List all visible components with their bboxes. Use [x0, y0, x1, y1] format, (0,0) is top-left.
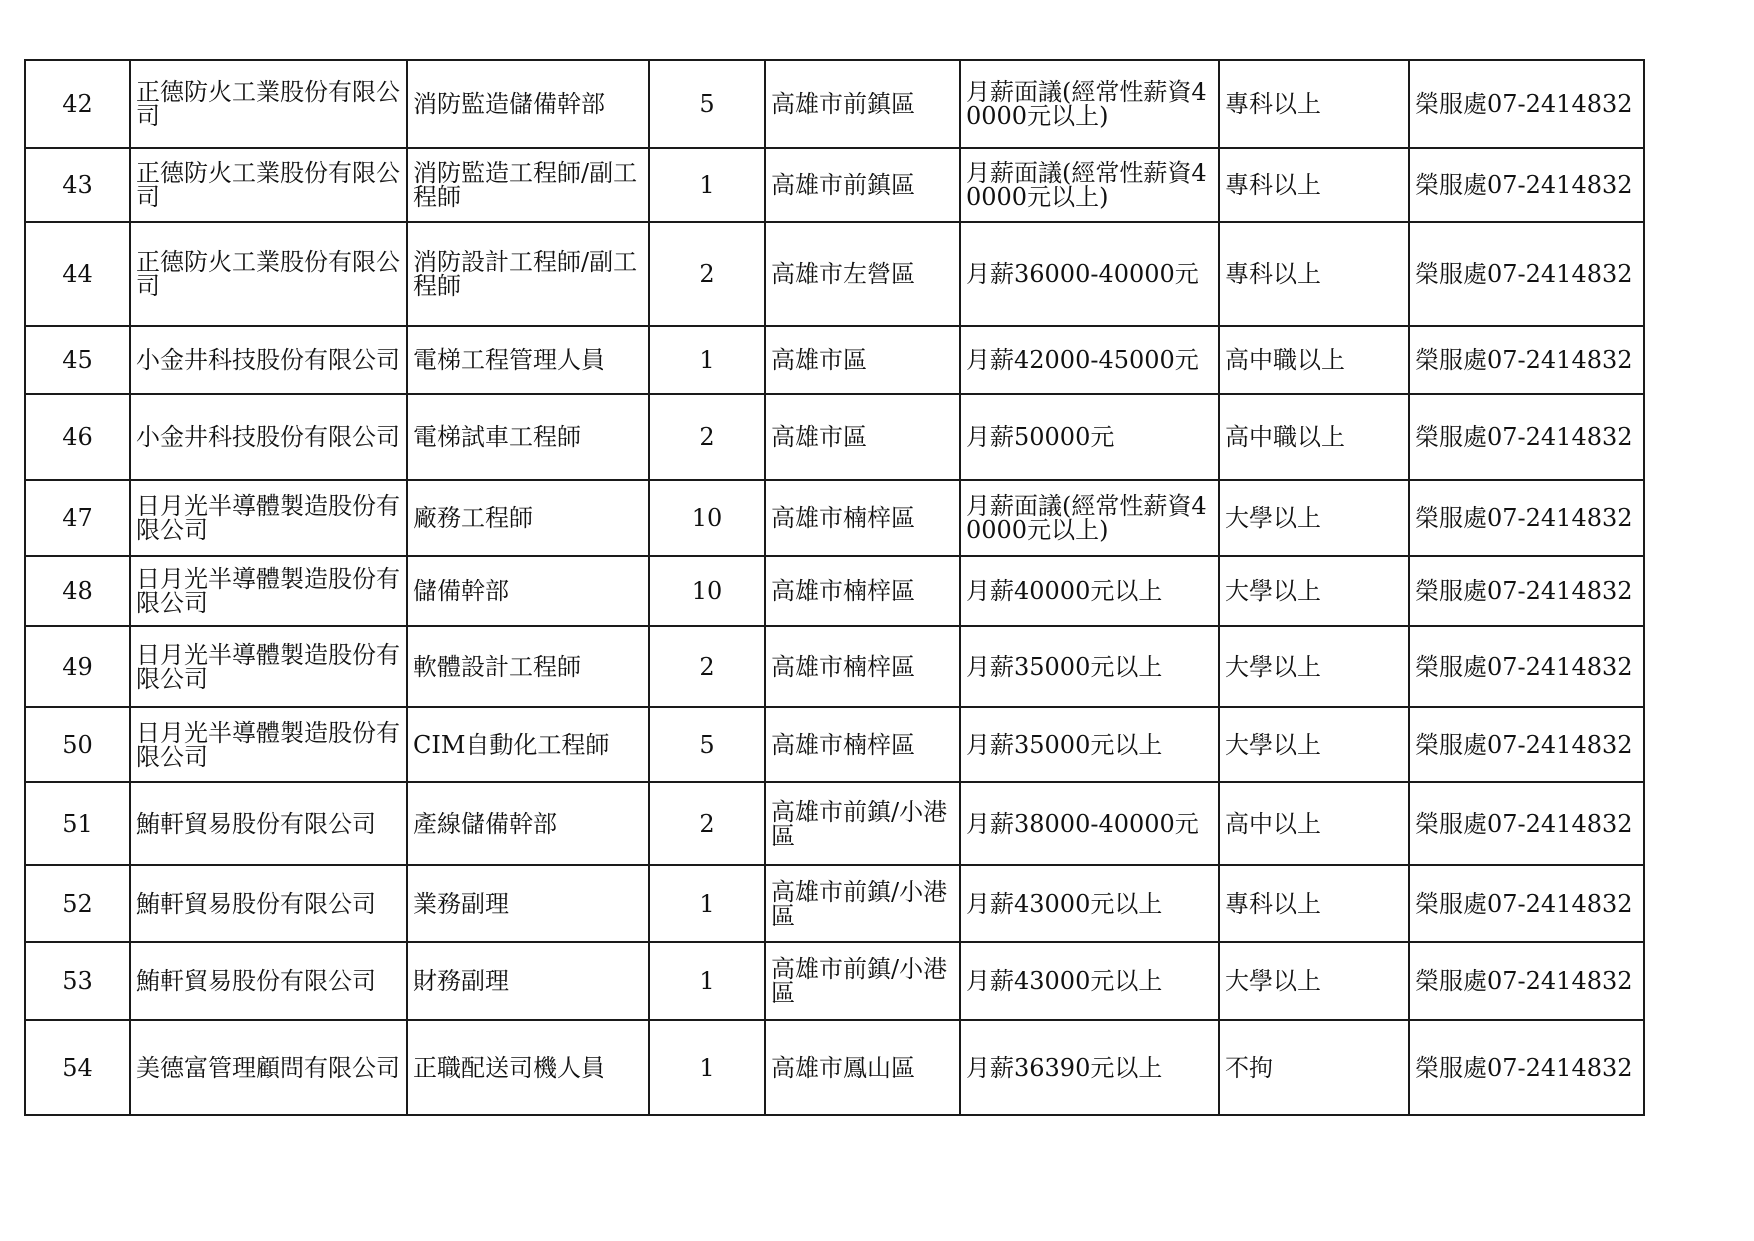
- table-row: [25, 148, 1644, 222]
- contact-info: 榮服處07-2414832: [1409, 326, 1644, 394]
- contact-info: 榮服處07-2414832: [1409, 707, 1644, 782]
- company-name: 鮪軒貿易股份有限公司: [130, 782, 407, 865]
- job-position: 消防監造工程師/副工程師: [407, 148, 649, 222]
- work-location: 高雄市區: [765, 326, 960, 394]
- row-number: 52: [25, 865, 130, 942]
- salary: 月薪36000-40000元: [960, 222, 1219, 326]
- work-location: 高雄市楠梓區: [765, 480, 960, 556]
- table-row: [25, 556, 1644, 626]
- table-row: [25, 707, 1644, 782]
- row-number: 50: [25, 707, 130, 782]
- education-requirement: 專科以上: [1219, 222, 1409, 326]
- salary: 月薪40000元以上: [960, 556, 1219, 626]
- company-name: 正德防火工業股份有限公司: [130, 60, 407, 148]
- salary: 月薪面議(經常性薪資40000元以上): [960, 148, 1219, 222]
- contact-info: 榮服處07-2414832: [1409, 626, 1644, 707]
- openings-count: 2: [649, 782, 765, 865]
- job-position: 產線儲備幹部: [407, 782, 649, 865]
- education-requirement: 大學以上: [1219, 942, 1409, 1020]
- work-location: 高雄市前鎮/小港區: [765, 942, 960, 1020]
- contact-info: 榮服處07-2414832: [1409, 556, 1644, 626]
- openings-count: 1: [649, 326, 765, 394]
- row-number: 42: [25, 60, 130, 148]
- salary: 月薪38000-40000元: [960, 782, 1219, 865]
- openings-count: 2: [649, 394, 765, 480]
- education-requirement: 大學以上: [1219, 626, 1409, 707]
- work-location: 高雄市楠梓區: [765, 626, 960, 707]
- openings-count: 5: [649, 60, 765, 148]
- contact-info: 榮服處07-2414832: [1409, 480, 1644, 556]
- row-number: 44: [25, 222, 130, 326]
- education-requirement: 高中職以上: [1219, 394, 1409, 480]
- salary: 月薪面議(經常性薪資40000元以上): [960, 60, 1219, 148]
- work-location: 高雄市楠梓區: [765, 556, 960, 626]
- row-number: 46: [25, 394, 130, 480]
- row-number: 54: [25, 1020, 130, 1115]
- work-location: 高雄市區: [765, 394, 960, 480]
- openings-count: 2: [649, 626, 765, 707]
- education-requirement: 大學以上: [1219, 707, 1409, 782]
- openings-count: 5: [649, 707, 765, 782]
- company-name: 正德防火工業股份有限公司: [130, 222, 407, 326]
- openings-count: 1: [649, 1020, 765, 1115]
- work-location: 高雄市楠梓區: [765, 707, 960, 782]
- company-name: 正德防火工業股份有限公司: [130, 148, 407, 222]
- job-position: 財務副理: [407, 942, 649, 1020]
- job-position: 正職配送司機人員: [407, 1020, 649, 1115]
- table-row: [25, 1020, 1644, 1115]
- education-requirement: 大學以上: [1219, 556, 1409, 626]
- education-requirement: 專科以上: [1219, 60, 1409, 148]
- work-location: 高雄市左營區: [765, 222, 960, 326]
- education-requirement: 專科以上: [1219, 148, 1409, 222]
- openings-count: 10: [649, 480, 765, 556]
- company-name: 日月光半導體製造股份有限公司: [130, 707, 407, 782]
- job-position: 軟體設計工程師: [407, 626, 649, 707]
- contact-info: 榮服處07-2414832: [1409, 60, 1644, 148]
- work-location: 高雄市前鎮/小港區: [765, 782, 960, 865]
- work-location: 高雄市鳳山區: [765, 1020, 960, 1115]
- job-position: 消防設計工程師/副工程師: [407, 222, 649, 326]
- table-row: [25, 394, 1644, 480]
- table-row: [25, 865, 1644, 942]
- contact-info: 榮服處07-2414832: [1409, 222, 1644, 326]
- job-position: CIM自動化工程師: [407, 707, 649, 782]
- contact-info: 榮服處07-2414832: [1409, 1020, 1644, 1115]
- openings-count: 1: [649, 865, 765, 942]
- table-row: [25, 782, 1644, 865]
- row-number: 48: [25, 556, 130, 626]
- company-name: 小金井科技股份有限公司: [130, 394, 407, 480]
- job-listing-table: [24, 59, 1645, 1116]
- openings-count: 10: [649, 556, 765, 626]
- openings-count: 1: [649, 942, 765, 1020]
- job-position: 儲備幹部: [407, 556, 649, 626]
- salary: 月薪36390元以上: [960, 1020, 1219, 1115]
- table-row: [25, 480, 1644, 556]
- contact-info: 榮服處07-2414832: [1409, 394, 1644, 480]
- job-position: 業務副理: [407, 865, 649, 942]
- salary: 月薪42000-45000元: [960, 326, 1219, 394]
- openings-count: 1: [649, 148, 765, 222]
- work-location: 高雄市前鎮/小港區: [765, 865, 960, 942]
- salary: 月薪43000元以上: [960, 865, 1219, 942]
- job-position: 電梯試車工程師: [407, 394, 649, 480]
- salary: 月薪43000元以上: [960, 942, 1219, 1020]
- salary: 月薪面議(經常性薪資40000元以上): [960, 480, 1219, 556]
- row-number: 49: [25, 626, 130, 707]
- openings-count: 2: [649, 222, 765, 326]
- education-requirement: 高中職以上: [1219, 326, 1409, 394]
- table-row: [25, 222, 1644, 326]
- contact-info: 榮服處07-2414832: [1409, 782, 1644, 865]
- row-number: 51: [25, 782, 130, 865]
- work-location: 高雄市前鎮區: [765, 148, 960, 222]
- row-number: 43: [25, 148, 130, 222]
- company-name: 小金井科技股份有限公司: [130, 326, 407, 394]
- table-row: [25, 942, 1644, 1020]
- row-number: 47: [25, 480, 130, 556]
- job-position: 電梯工程管理人員: [407, 326, 649, 394]
- education-requirement: 高中以上: [1219, 782, 1409, 865]
- salary: 月薪35000元以上: [960, 626, 1219, 707]
- company-name: 鮪軒貿易股份有限公司: [130, 865, 407, 942]
- company-name: 日月光半導體製造股份有限公司: [130, 480, 407, 556]
- job-position: 消防監造儲備幹部: [407, 60, 649, 148]
- table-row: [25, 326, 1644, 394]
- salary: 月薪35000元以上: [960, 707, 1219, 782]
- table-row: [25, 626, 1644, 707]
- company-name: 美德富管理顧問有限公司: [130, 1020, 407, 1115]
- company-name: 鮪軒貿易股份有限公司: [130, 942, 407, 1020]
- salary: 月薪50000元: [960, 394, 1219, 480]
- education-requirement: 不拘: [1219, 1020, 1409, 1115]
- job-position: 廠務工程師: [407, 480, 649, 556]
- row-number: 53: [25, 942, 130, 1020]
- company-name: 日月光半導體製造股份有限公司: [130, 626, 407, 707]
- contact-info: 榮服處07-2414832: [1409, 148, 1644, 222]
- company-name: 日月光半導體製造股份有限公司: [130, 556, 407, 626]
- contact-info: 榮服處07-2414832: [1409, 942, 1644, 1020]
- education-requirement: 大學以上: [1219, 480, 1409, 556]
- contact-info: 榮服處07-2414832: [1409, 865, 1644, 942]
- table-row: [25, 60, 1644, 148]
- work-location: 高雄市前鎮區: [765, 60, 960, 148]
- row-number: 45: [25, 326, 130, 394]
- education-requirement: 專科以上: [1219, 865, 1409, 942]
